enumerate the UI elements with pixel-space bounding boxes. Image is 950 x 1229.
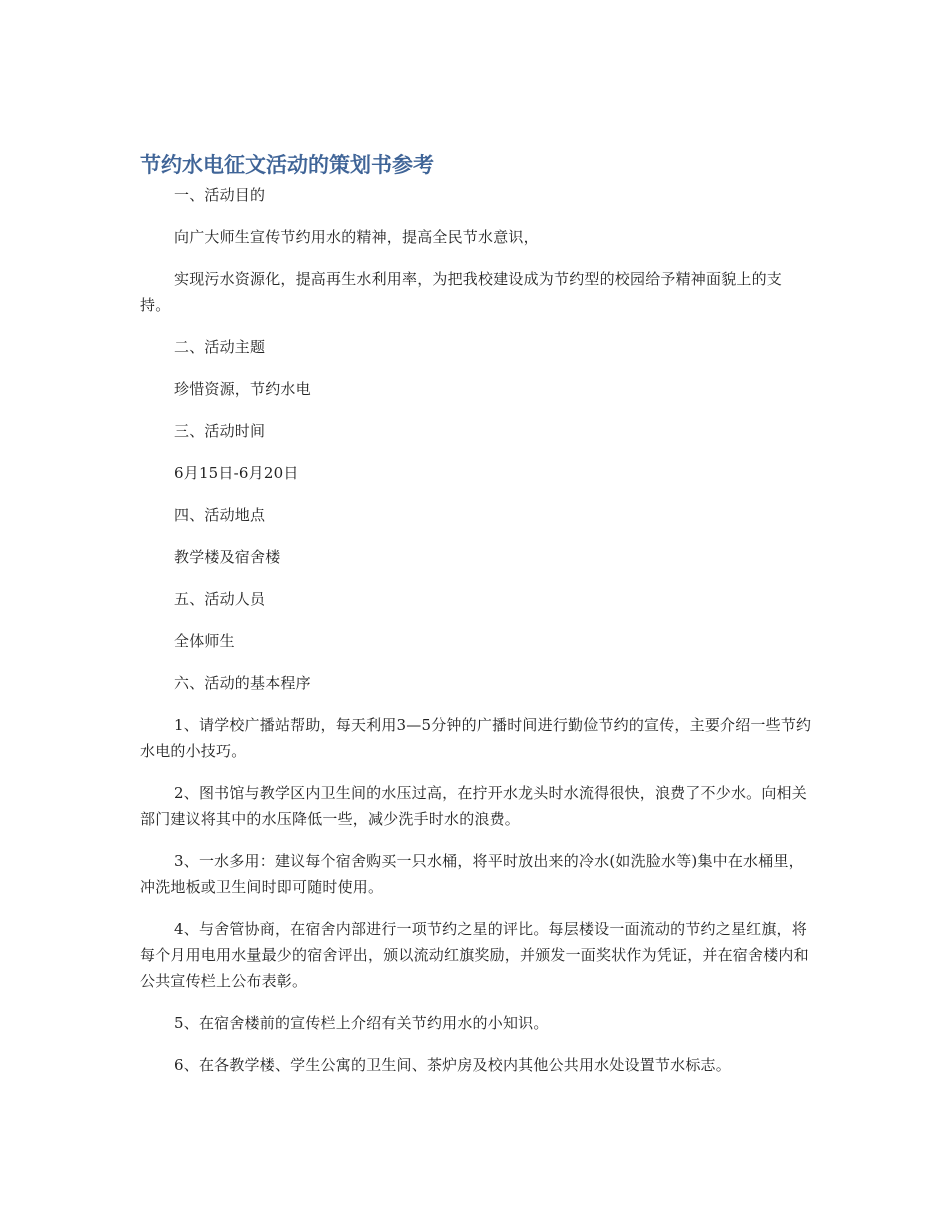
procedure-item: 2、图书馆与教学区内卫生间的水压过高，在拧开水龙头时水流得很快，浪费了不少水。向相关部门建议将其中的水压降低一些，减少洗手时水的浪费。 xyxy=(140,784,807,828)
section-heading-participants: 五、活动人员 xyxy=(174,590,266,608)
section-heading-purpose: 一、活动目的 xyxy=(174,186,266,204)
section-heading-procedure: 六、活动的基本程序 xyxy=(174,674,311,692)
document-body xyxy=(140,182,812,1094)
procedure-item: 3、一水多用：建议每个宿舍购买一只水桶，将平时放出来的冷水(如洗脸水等)集中在水桶里，冲洗地板或卫生间时即可随时使用。 xyxy=(140,852,804,896)
section-heading-time: 三、活动时间 xyxy=(174,422,266,440)
section-heading-location: 四、活动地点 xyxy=(174,506,266,524)
procedure-item: 6、在各教学楼、学生公寓的卫生间、茶炉房及校内其他公共用水处设置节水标志。 xyxy=(174,1056,731,1074)
paragraph: 向广大师生宣传节约用水的精神，提高全民节水意识， xyxy=(174,228,539,246)
paragraph: 6月15日-6月20日 xyxy=(174,464,299,482)
procedure-item: 5、在宿舍楼前的宣传栏上介绍有关节约用水的小知识。 xyxy=(174,1014,549,1032)
procedure-item: 1、请学校广播站帮助，每天利用3—5分钟的广播时间进行勤俭节约的宣传，主要介绍一些节约水电的小技巧。 xyxy=(140,716,812,760)
section-heading-theme: 二、活动主题 xyxy=(174,338,266,356)
procedure-item: 4、与舍管协商，在宿舍内部进行一项节约之星的评比。每层楼设一面流动的节约之星红旗，将每个月用电用水量最少的宿舍评出，颁以流动红旗奖励，并颁发一面奖状作为凭证，并在宿舍楼内和公共宣传栏上公布表彰。 xyxy=(140,920,809,990)
paragraph: 珍惜资源，节约水电 xyxy=(174,380,311,398)
document-title: 节约水电征文活动的策划书参考 xyxy=(140,153,434,177)
paragraph: 全体师生 xyxy=(174,632,235,650)
paragraph: 实现污水资源化，提高再生水利用率，为把我校建设成为节约型的校园给予精神面貌上的支持。 xyxy=(140,270,783,314)
paragraph: 教学楼及宿舍楼 xyxy=(174,548,281,566)
